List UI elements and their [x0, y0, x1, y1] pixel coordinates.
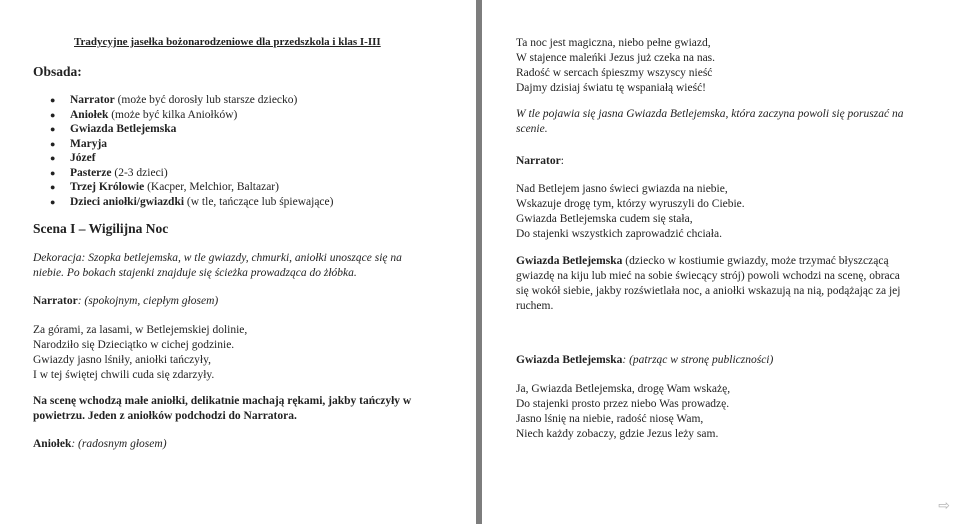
document-title: Tradycyjne jasełka bożonarodzeniowe dla przedszkola i klas I-III	[74, 36, 381, 48]
star-entry-direction: Gwiazda Betlejemska (dziecko w kostiumie gwiazdy, może trzymać błyszczącą gwiazdę na kiju lub mieć na sobie świecący strój) powoli wchodzi na scenę, obraca się wokół siebie, jakby rozświetlała noc, a aniołki wskazują na nią, podążając za jej ruchem.	[516, 255, 901, 312]
document-page-right	[482, 0, 960, 524]
aniolek-cue: Aniołek: (radosnym głosem)	[33, 438, 167, 450]
list-item: ● Trzej Królowie (Kacper, Melchior, Baltazar)	[50, 181, 279, 193]
decoration-note: Dekoracja: Szopka betlejemska, w tle gwiazdy, chmurki, aniołki unoszące się na niebie. Po bokach stajenki znajduje się ścieżka prowadząca do żłóbka.	[33, 252, 402, 279]
document-page-left	[0, 0, 476, 524]
scene-heading: Scena I – Wigilijna Noc	[33, 221, 169, 236]
list-item: ● Gwiazda Betlejemska	[50, 123, 177, 135]
next-arrow-icon[interactable]: ⇨	[938, 498, 950, 514]
cast-heading: Obsada:	[33, 64, 82, 79]
list-item: ● Narrator (może być dorosły lub starsze dziecko)	[50, 94, 298, 106]
narrator-verse: Za górami, za lasami, w Betlejemskiej dolinie, Narodziło się Dzieciątko w cichej godzinie. Gwiazdy jasno lśniły, aniołki tańczyły, I w tej świętej chwili cuda się zdarzyły.	[33, 324, 248, 381]
list-item: ● Dzieci aniołki/gwiazdki (w tle, tańczące lub śpiewające)	[50, 195, 334, 208]
star-verse: Ja, Gwiazda Betlejemska, drogę Wam wskażę, Do stajenki prosto przez niebo Was prowadzę. Jasno lśnię na niebie, radość niosę Wam, Niech każdy zobaczy, gdzie Jezus leży sam.	[516, 383, 731, 440]
narrator-cue: Narrator: (spokojnym, ciepłym głosem)	[33, 295, 219, 307]
list-item: ● Pasterze (2-3 dzieci)	[50, 166, 168, 179]
cast-list	[50, 93, 333, 209]
narrator-verse: Nad Betlejem jasno świeci gwiazda na niebie, Wskazuje drogę tym, którzy wyruszyli do Ciebie. Gwiazda Betlejemska cudem się stała, Do stajenki wszystkich zaprowadzić chciała.	[516, 183, 745, 240]
narrator-cue: Narrator:	[516, 155, 564, 167]
list-item: ● Aniołek (może być kilka Aniołków)	[50, 108, 238, 121]
list-item: ● Maryja	[50, 137, 108, 150]
star-appears-note: W tle pojawia się jasna Gwiazda Betlejemska, która zaczyna powoli się poruszać na scenie.	[516, 108, 904, 135]
stage-direction: Na scenę wchodzą małe aniołki, delikatnie machają rękami, jakby tańczyły w powietrzu. Jeden z aniołków podchodzi do Narratora.	[33, 395, 412, 422]
star-cue: Gwiazda Betlejemska: (patrząc w stronę publiczności)	[516, 354, 774, 366]
list-item: ● Józef	[50, 152, 96, 164]
aniolek-verse: Ta noc jest magiczna, niebo pełne gwiazd, W stajence maleńki Jezus już czeka na nas. Radość w sercach śpieszmy wszyscy nieść Dajmy dzisiaj światu tę wspaniałą wieść!	[516, 37, 716, 94]
